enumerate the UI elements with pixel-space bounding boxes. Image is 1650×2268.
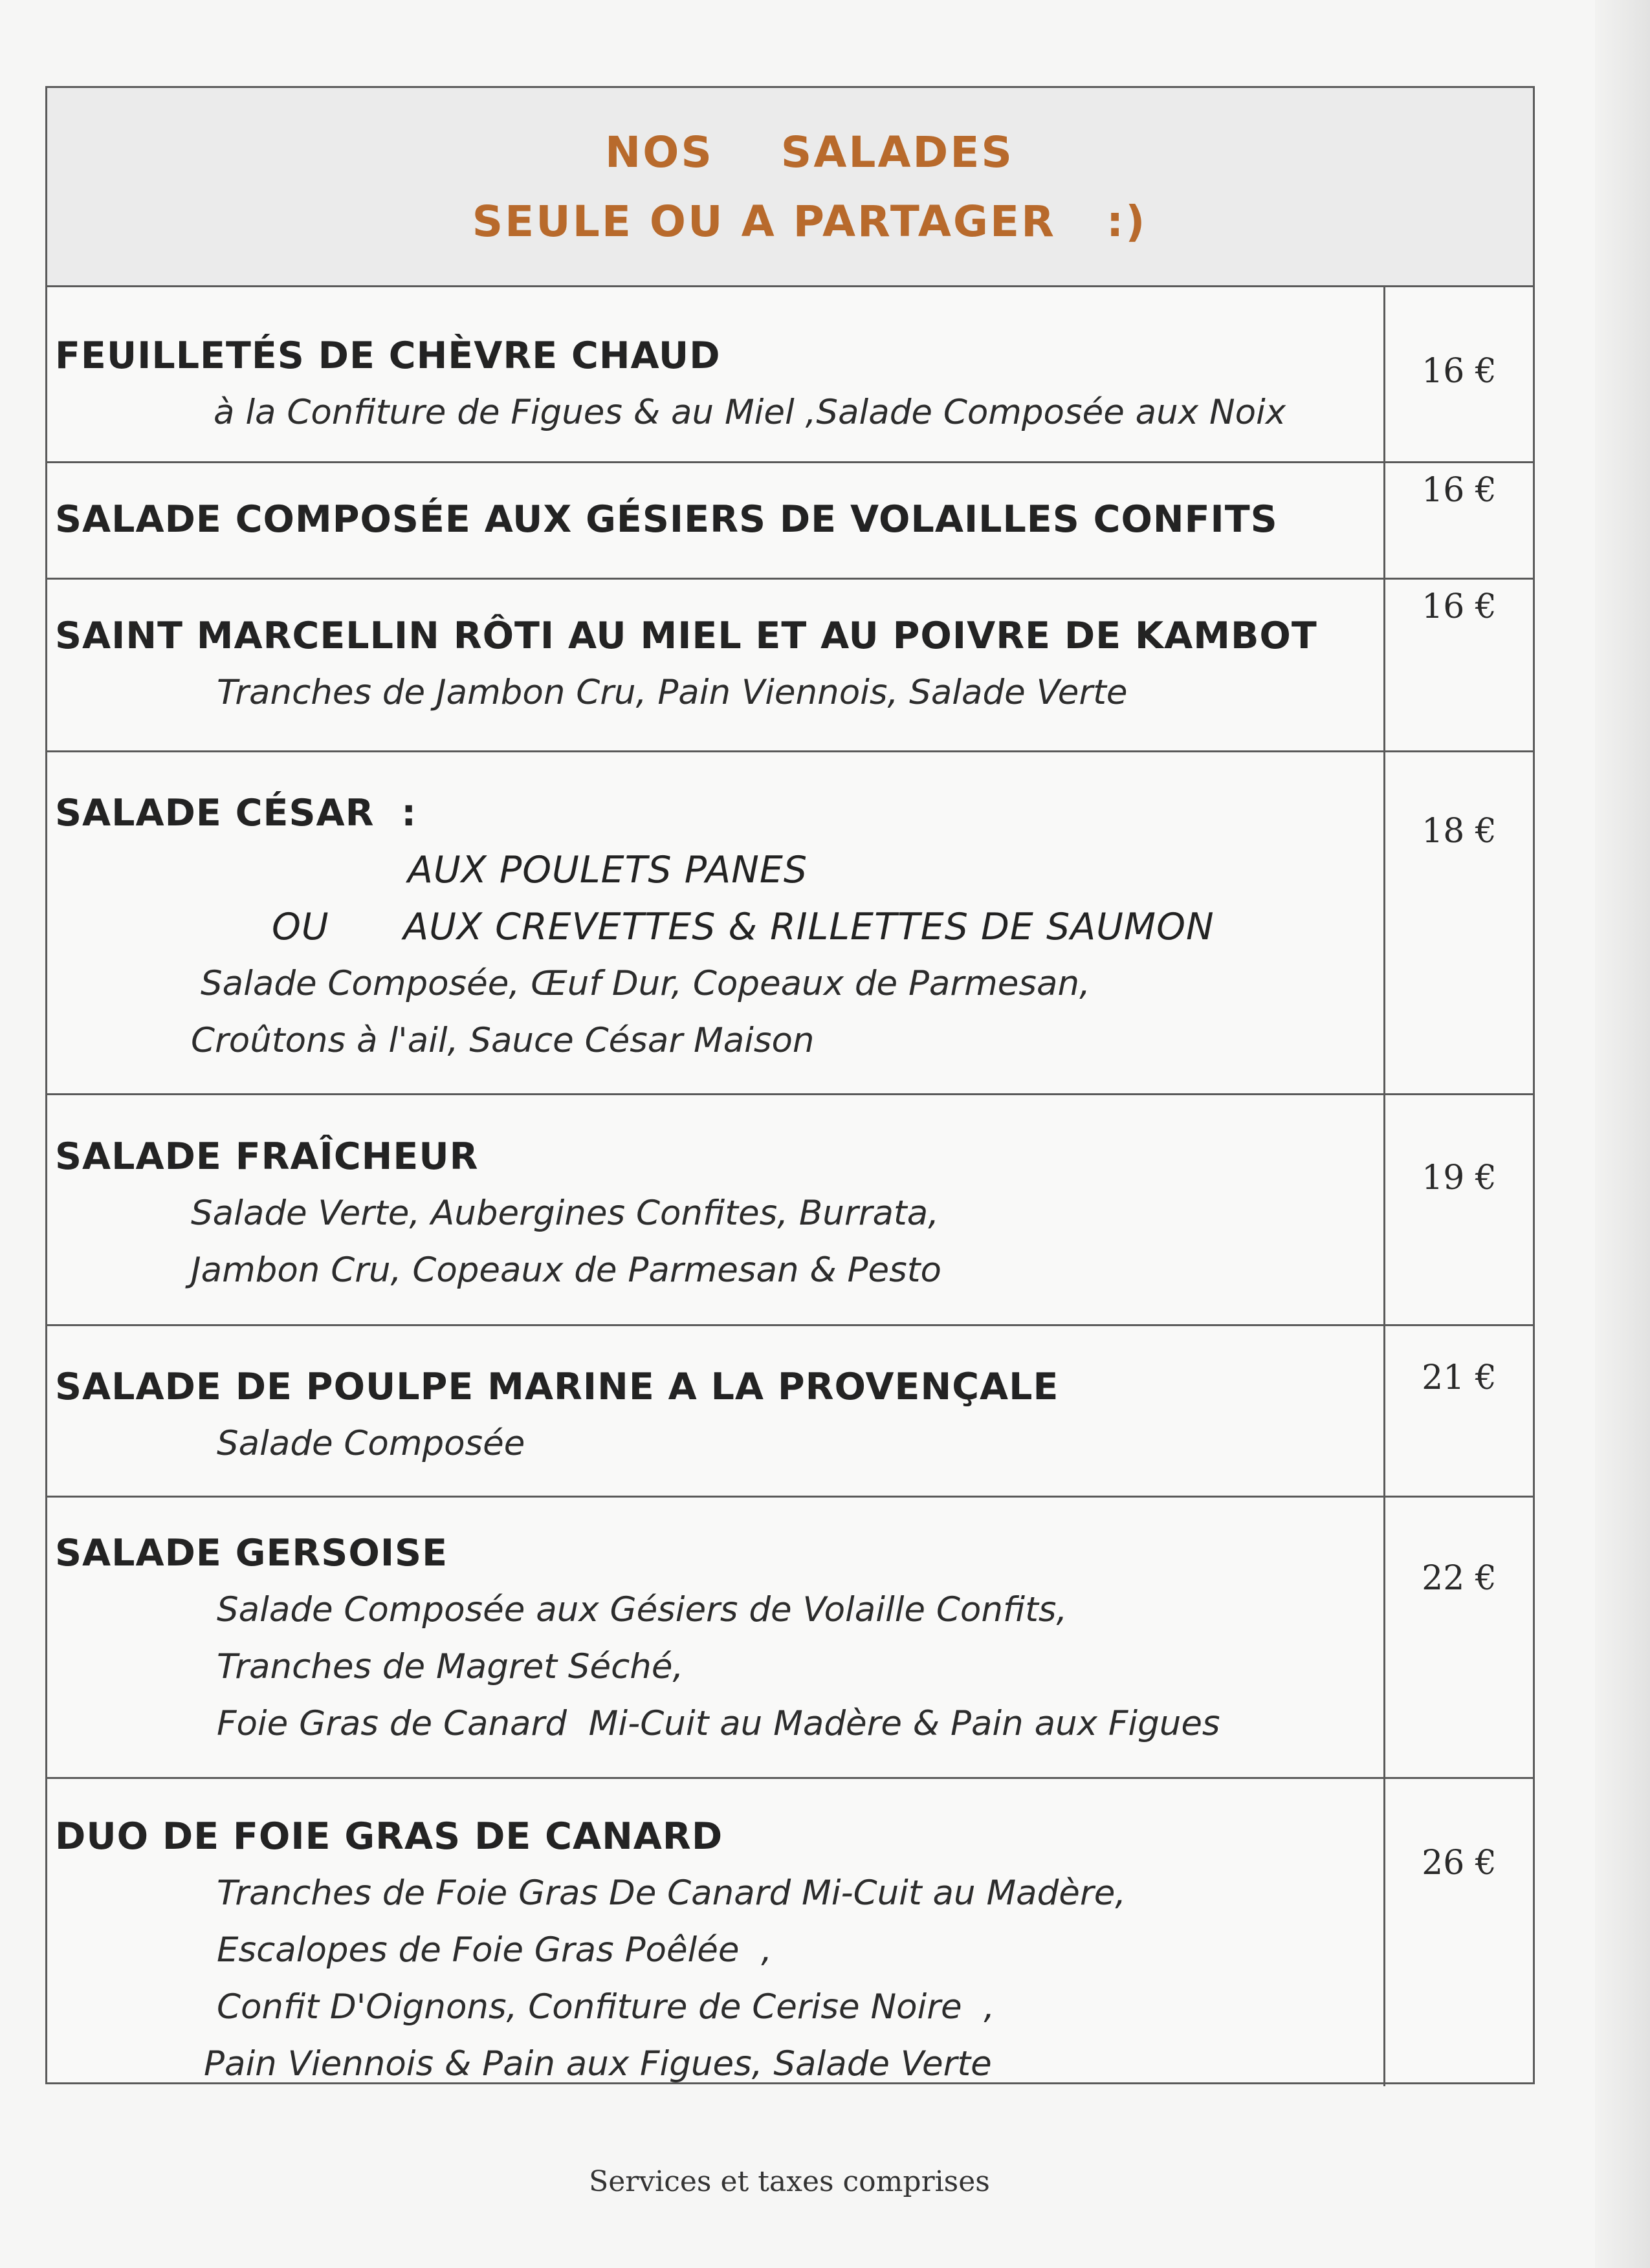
item-option: AUX POULETS PANES [408, 849, 808, 891]
item-name: DUO DE FOIE GRAS DE CANARD [55, 1815, 723, 1858]
item-price: 16 € [1422, 587, 1497, 626]
item-name: SAINT MARCELLIN RÔTI AU MIEL ET AU POIVRE DE KAMBOT [55, 615, 1317, 657]
item-description-cell [47, 287, 1385, 461]
item-price-cell [1385, 287, 1533, 461]
item-detail-line: Salade Composée aux Gésiers de Volaille Confits, [217, 1590, 1068, 1630]
item-detail-line: Confit D'Oignons, Confiture de Cerise Noire , [217, 1987, 995, 2027]
item-description-cell [47, 752, 1385, 1093]
menu-item-row [47, 287, 1533, 463]
menu-header [47, 88, 1533, 287]
menu-subtitle: SEULE OU A PARTAGER :) [472, 196, 1147, 246]
item-price: 22 € [1422, 1559, 1497, 1598]
item-price-cell [1385, 463, 1533, 578]
item-detail-line: Salade Verte, Aubergines Confites, Burrata, [191, 1194, 940, 1233]
item-price: 26 € [1422, 1844, 1497, 1882]
item-name: SALADE CÉSAR : [55, 792, 417, 834]
item-detail-line: Escalopes de Foie Gras Poêlée , [217, 1930, 773, 1970]
item-name: SALADE COMPOSÉE AUX GÉSIERS DE VOLAILLES CONFITS [55, 498, 1278, 541]
salads-menu-table [45, 86, 1535, 2084]
item-detail-line: Croûtons à l'ail, Sauce César Maison [191, 1021, 815, 1060]
item-price: 18 € [1422, 812, 1497, 851]
item-price-cell [1385, 1326, 1533, 1496]
item-detail-line: Salade Composée [217, 1424, 525, 1463]
item-price: 21 € [1422, 1358, 1497, 1397]
item-name: SALADE DE POULPE MARINE A LA PROVENÇALE [55, 1366, 1059, 1408]
item-detail-line: Tranches de Foie Gras De Canard Mi-Cuit au Madère, [217, 1873, 1127, 1913]
menu-item-row [47, 1326, 1533, 1498]
item-name: SALADE GERSOISE [55, 1532, 448, 1575]
service-note: Services et taxes comprises [589, 2165, 990, 2198]
item-price-cell [1385, 752, 1533, 1093]
menu-item-row [47, 1095, 1533, 1326]
item-detail-line: Pain Viennois & Pain aux Figues, Salade Verte [204, 2044, 992, 2084]
item-description-cell [47, 1095, 1385, 1324]
item-name: SALADE FRAÎCHEUR [55, 1135, 479, 1178]
item-description-cell [47, 1326, 1385, 1496]
menu-item-row [47, 1498, 1533, 1779]
menu-item-row [47, 463, 1533, 580]
menu-item-row [47, 1779, 1533, 2086]
item-price-cell [1385, 1498, 1533, 1777]
menu-title: NOS SALADES [605, 127, 1014, 177]
item-detail-line: Salade Composée, Œuf Dur, Copeaux de Parmesan, [201, 964, 1090, 1003]
item-description-cell [47, 463, 1385, 578]
item-price-cell [1385, 1095, 1533, 1324]
item-price-cell [1385, 580, 1533, 750]
item-detail-line: Tranches de Jambon Cru, Pain Viennois, Salade Verte [217, 673, 1128, 712]
item-price-cell [1385, 1779, 1533, 2086]
item-description-cell [47, 580, 1385, 750]
menu-item-row [47, 580, 1533, 752]
item-detail-line: Tranches de Magret Séché, [217, 1647, 684, 1686]
item-name: FEUILLETÉS DE CHÈVRE CHAUD [55, 334, 721, 377]
item-description-cell [47, 1498, 1385, 1777]
item-price: 16 € [1422, 352, 1497, 391]
item-price: 16 € [1422, 471, 1497, 510]
paper-edge-shadow [1595, 0, 1650, 2268]
item-price: 19 € [1422, 1159, 1497, 1197]
item-detail-line: Jambon Cru, Copeaux de Parmesan & Pesto [191, 1250, 941, 1290]
item-description-cell [47, 1779, 1385, 2086]
item-detail-line: à la Confiture de Figues & au Miel ,Salade Composée aux Noix [214, 393, 1286, 432]
item-option: OU AUX CREVETTES & RILLETTES DE SAUMON [272, 906, 1215, 948]
item-detail-line: Foie Gras de Canard Mi-Cuit au Madère & Pain aux Figues [217, 1704, 1220, 1743]
menu-item-row [47, 752, 1533, 1095]
